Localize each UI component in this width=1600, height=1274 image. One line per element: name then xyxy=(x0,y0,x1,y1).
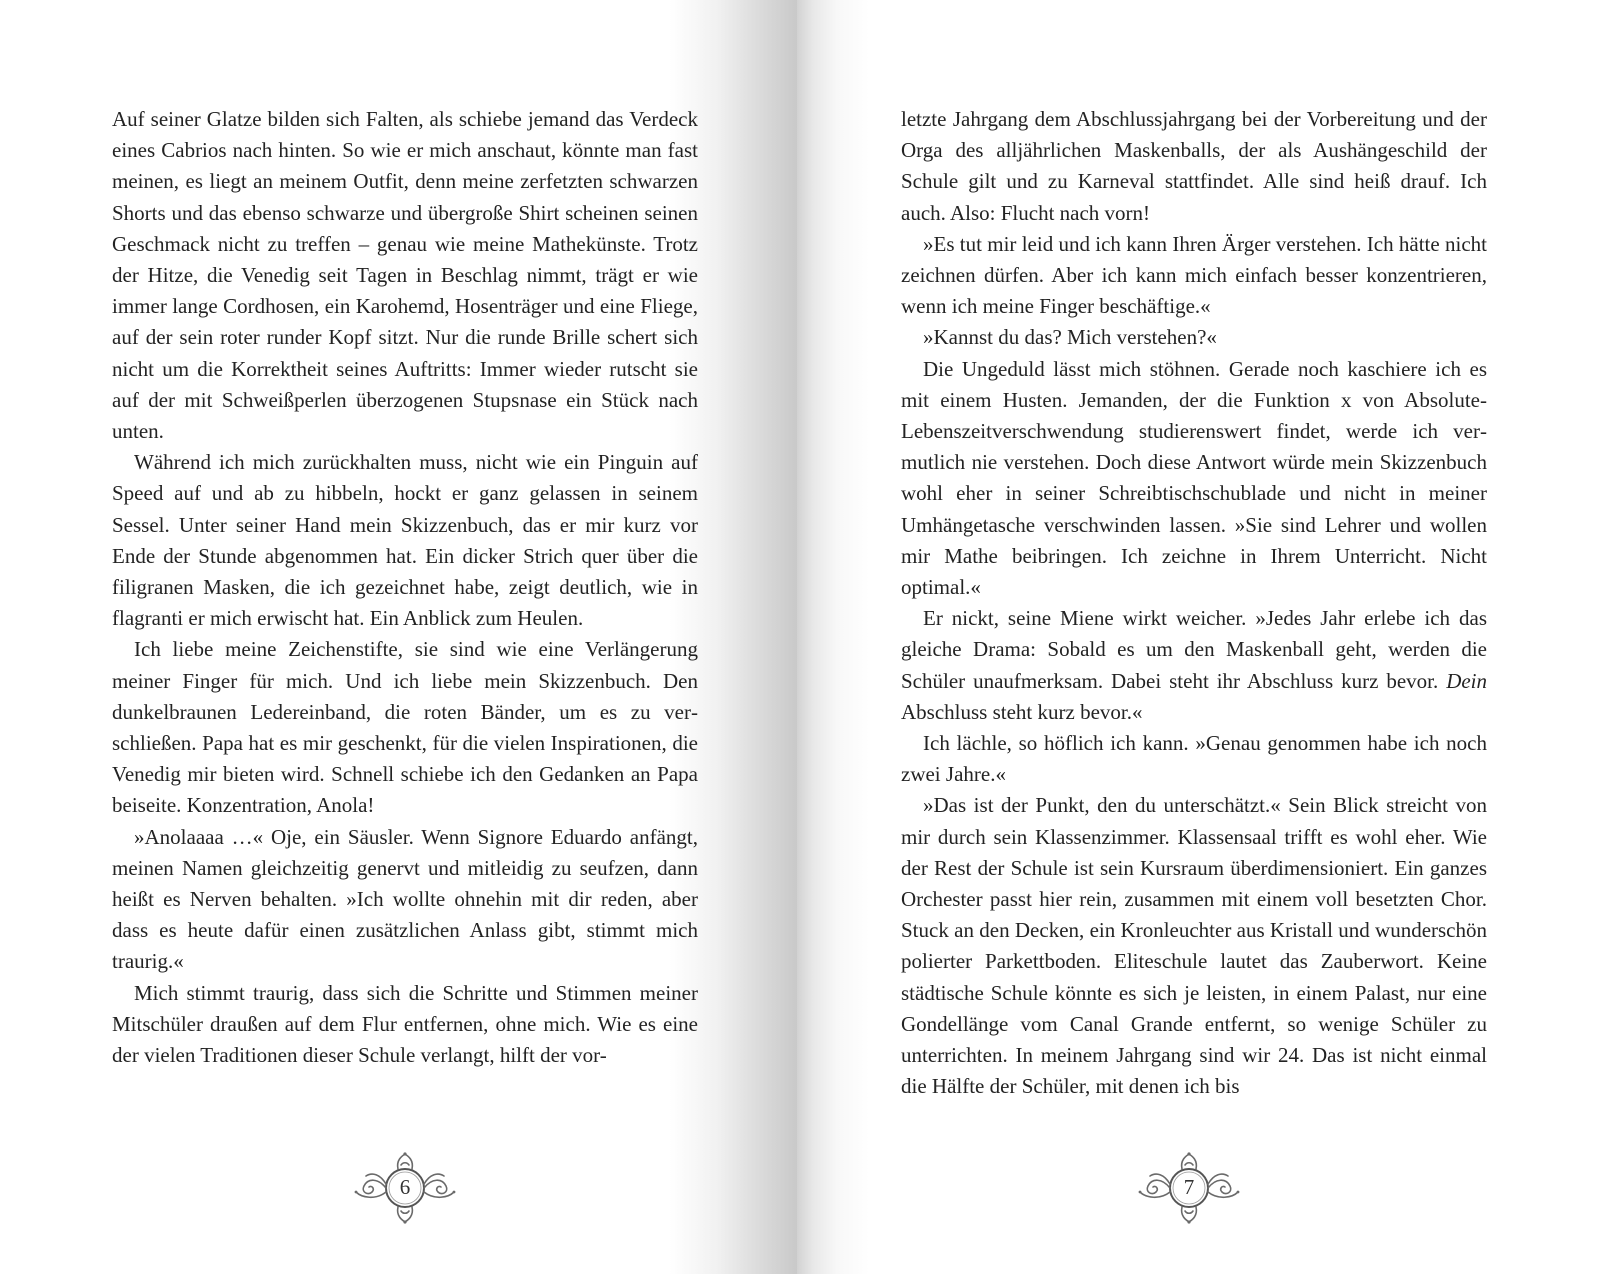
paragraph-text: Er nickt, seine Miene wirkt weicher. »Jedes Jahr erlebe ich das gleiche Drama: Sobald es um den Maskenball geht, werden die Schüler unaufmerksam. Dabei steht ihr Abschluss kurz bevor. xyxy=(901,606,1487,693)
page-number: 7 xyxy=(1183,1175,1195,1199)
paragraph: »Kannst du das? Mich verstehen?« xyxy=(923,325,1217,350)
paragraph-text-tail: Abschluss steht kurz bevor.« xyxy=(901,699,1143,724)
paragraph: »Anolaaaa …« Oje, ein Säusler. Wenn Signore Eduardo anfängt, meinen Namen gleichzeitig genervt und mitleidig zu seufzen, dann heißt es Nerven behalten. »Ich wollte ohnehin mit dir reden, aber dass es heute dafür einen zusätzlichen Anlass gibt, stimmt mich traurig.« xyxy=(112,824,698,974)
page-number: 6 xyxy=(399,1175,411,1199)
paragraph: Ich liebe meine Zeichenstifte, sie sind wie eine Verlängerung meiner Finger für mich. Und ich liebe mein Skizzenbuch. Den dunkelbraunen Ledereinband, die roten Bänder, um es zu verschließen. Papa hat es mir geschenkt, für die vielen Inspirationen, die Venedig mir bieten wird. Schnell schiebe ich den Gedanken an Papa beiseite. Konzentration, Anola! xyxy=(112,637,698,818)
paragraph: Ich lächle, so höflich ich kann. »Genau genommen habe ich noch zwei Jahre.« xyxy=(901,731,1487,787)
paragraph: Auf seiner Glatze bilden sich Falten, als schiebe jemand das Verdeck eines Cabrios nach hinten. So wie er mich anschaut, könnte man fast meinen, es liegt an meinem Outfit, denn meine zerfetzten schwarzen Shorts und das ebenso schwarze und übergroße Shirt scheinen seinen Geschmack nicht zu treffen – genau wie meine Mathekünste. Trotz der Hitze, die Venedig seit Tagen in Beschlag nimmt, trägt er wie immer lange Cordhosen, ein Karohemd, Hosenträger und eine Fliege, auf der sein roter runder Kopf sitzt. Nur die runde Brille schert sich nicht um die Korrektheit seines Auftritts: Immer wieder rutscht sie auf der mit Schweißperlen überzogenen Stupsnase ein Stück nach unten. xyxy=(112,107,698,444)
right-page-text xyxy=(901,104,1487,1103)
paragraph: »Es tut mir leid und ich kann Ihren Ärger verstehen. Ich hätte nicht zeichnen dürfen. Aber ich kann mich einfach besser konzentrieren, wenn ich meine Finger beschäftige.« xyxy=(901,231,1487,319)
paragraph: Mich stimmt traurig, dass sich die Schritte und Stimmen meiner Mitschüler draußen auf dem Flur entfernen, ohne mich. Wie es eine der vielen Traditionen dieser Schule verlangt, hilft der vor- xyxy=(112,980,698,1068)
right-page xyxy=(797,0,1600,1274)
left-page xyxy=(0,0,797,1274)
page-number-ornament xyxy=(1134,1148,1244,1228)
paragraph: Die Ungeduld lässt mich stöhnen. Gerade noch kaschiere ich es mit einem Husten. Jemanden, der die Funktion x von Absolute-Lebenszeitverschwendung studierenswert findet, werde ich vermutlich nie verstehen. Doch diese Antwort würde mein Skizzenbuch wohl eher in seiner Schreibtischschublade und nicht in meiner Umhängetasche verschwinden lassen. »Sie sind Lehrer und wollen mir Mathe beibringen. Ich zeichne in Ihrem Unterricht. Nicht optimal.« xyxy=(901,356,1487,600)
left-page-text xyxy=(112,104,698,1071)
paragraph: Während ich mich zurückhalten muss, nicht wie ein Pinguin auf Speed auf und ab zu hibbeln, hockt er ganz gelassen in seinem Sessel. Unter seiner Hand mein Skizzenbuch, das er mir kurz vor Ende der Stunde abgenommen hat. Ein dicker Strich quer über die filigranen Masken, die ich gezeichnet habe, zeigt deutlich, wie in flagranti er mich erwischt hat. Ein Anblick zum Heulen. xyxy=(112,450,698,631)
paragraph xyxy=(901,603,1487,728)
paragraph: letzte Jahrgang dem Abschlussjahrgang bei der Vorbereitung und der Orga des alljährlichen Maskenballs, der als Aushängeschild der Schule gilt und zu Karneval stattfindet. Alle sind heiß drauf. Ich auch. Also: Flucht nach vorn! xyxy=(901,107,1487,225)
paragraph: »Das ist der Punkt, den du unterschätzt.« Sein Blick streicht von mir durch sein Klassenzimmer. Klassensaal trifft es wohl eher. Wie der Rest der Schule ist sein Kursraum überdimensioniert. Ein ganzes Orchester passt hier rein, zusammen mit einem voll besetzten Chor. Stuck an den Decken, ein Kronleuchter aus Kristall und wunderschön polierter Parkettboden. Eliteschule lautet das Zauberwort. Keine städtische Schule könnte es sich je leisten, in einem Palast, nur eine Gondellänge vom Canal Grande entfernt, so wenige Schüler zu unterrichten. In meinem Jahrgang sind wir 24. Das ist nicht einmal die Hälfte der Schüler, mit denen ich bis xyxy=(901,793,1487,1099)
emphasized-word: Dein xyxy=(1446,668,1488,693)
page-number-ornament xyxy=(350,1148,460,1228)
